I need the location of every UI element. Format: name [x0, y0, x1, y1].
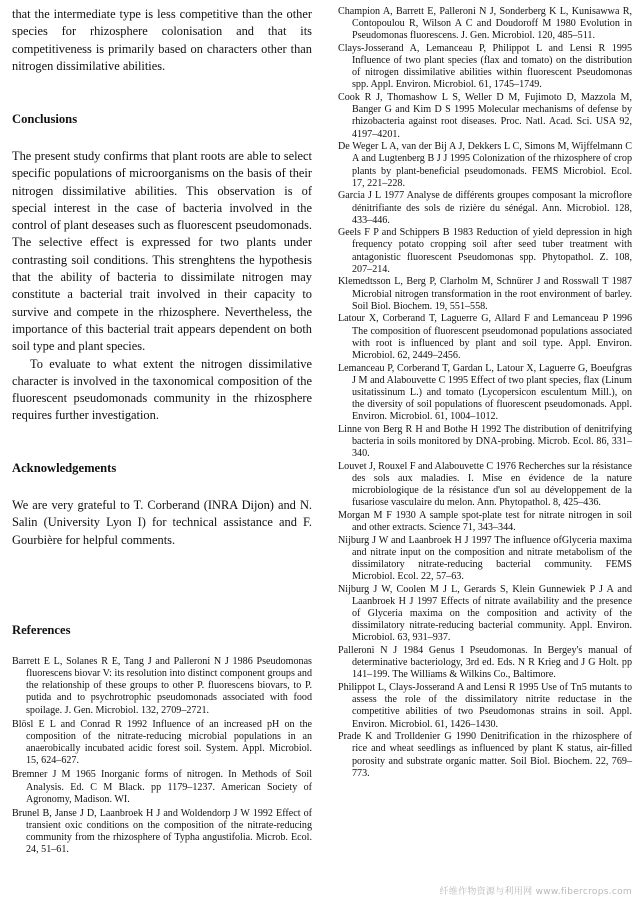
- reference-item: Clays-Josserand A, Lemanceau P, Philippot L and Lensi R 1995 Influence of two plant species (flax and tomato) on the distribution of nitrogen dissimilative abilities within fluorescent Pseudomonas spp. Appl. Environ. Microbiol. 61, 1745–1749.: [338, 42, 632, 91]
- reference-item: Geels F P and Schippers B 1983 Reduction of yield depression in high frequency potato cropping soil after seed tuber treatment with antagonistic fluorescent Pseudomonas spp. Phytopathol. Z. 108, 207–214.: [338, 227, 632, 275]
- reference-item: Champion A, Barrett E, Palleroni N J, Sonderberg K L, Kunisawwa R, Contopoulou R, Wilson A C and Doudoroff M 1980 Evolution in Pseudomonas fluorescens. J. Gen. Microbiol. 120, 485–511.: [338, 6, 632, 42]
- reference-item: Klemedtsson L, Berg P, Clarholm M, Schnürer J and Rosswall T 1987 Microbial nitrogen transformation in the root environment of barley. Soil Biol. Biochem. 19, 551–558.: [338, 276, 632, 312]
- reference-item: Palleroni N J 1984 Genus I Pseudomonas. In Bergey's manual of determinative bacteriology, 3rd ed. Eds. N R Krieg and J G Holt. pp 141–199. The Williams & Wilkins Co., Baltimore.: [338, 645, 632, 681]
- reference-item: Morgan M F 1930 A sample spot-plate test for nitrate nitrogen in soil and other extracts. Science 71, 343–344.: [338, 509, 632, 534]
- reference-item: Cook R J, Thomashow L S, Weller D M, Fujimoto D, Mazzola M, Banger G and Kim D S 1995 Molecular mechanisms of defense by rhizobacteria against root diseases. Proc. Natl. Acad. Sci. USA 92, 4197–4201.: [338, 92, 632, 140]
- intro-paragraph: [12, 6, 312, 75]
- acknowledgements-body: [12, 497, 312, 549]
- conclusions-paragraph-1: The present study confirms that plant roots are able to select specific populations of microorganisms on the basis of their nitrogen dissimilative abilities. This observation is of special interest in the case of bacteria involved in the control of plant deseases such as fluorescent pseudomonads. The selective effect is expressed for two plants under contrasting soil conditions. This strenghtens the hypothesis that the ability of bacteria to dissimilate nitrogen may constitute a bacterial trait involved in their capacity to survive and compete in the rhizosphere. Nevertheless, the importance of this bacterial trait appears dependent on both soil type and plant species.: [12, 149, 312, 354]
- references-list-left: [12, 656, 312, 859]
- conclusions-body: [12, 148, 312, 425]
- reference-item: Blösl E L and Conrad R 1992 Influence of an increased pH on the composition of the nitrate-reducing microbial populations in an anaerobically incubated acidic forest soil. System. Appl. Microbiol. 15, 624–627.: [12, 718, 312, 767]
- acknowledgements-text: We are very grateful to T. Corberand (INRA Dijon) and N. Salin (University Lyon I) for technical assistance and F. Gourbière for helpful comments.: [12, 498, 312, 547]
- reference-item: De Weger L A, van der Bij A J, Dekkers L C, Simons M, Wijffelmann C A and Lugtenberg B J J 1995 Colonization of the rhizosphere of crop plants by plant-beneficial pseudomonads. FEMS Microbiol. Ecol. 17, 221–228.: [338, 141, 632, 189]
- acknowledgements-heading: Acknowledgements: [12, 461, 117, 475]
- reference-item: Philippot L, Clays-Josserand A and Lensi R 1995 Use of Tn5 mutants to assess the role of the dissimilatory nitrite reductase in the competitive abilities of two Pseudomonas strains in soil. Appl. Environ. Microbiol. 61, 1426–1430.: [338, 682, 632, 730]
- conclusions-heading: Conclusions: [12, 112, 78, 126]
- references-list-right: [338, 6, 632, 780]
- reference-item: Bremner J M 1965 Inorganic forms of nitrogen. In Methods of Soil Analysis. Ed. C M Black. pp 1179–1237. American Society of Agronomy, Madison. WI.: [12, 769, 312, 805]
- reference-item: Linne von Berg R H and Bothe H 1992 The distribution of denitrifying bacteria in soils monitored by DNA-probing. Microb. Ecol. 86, 331–340.: [338, 423, 632, 460]
- reference-item: Barrett E L, Solanes R E, Tang J and Palleroni N J 1986 Pseudomonas fluorescens biovar V: its resolution into distinct component groups and the relationship of these groups to other P. fluorescens biovars, to P. putida and to psychrotrophic pseudomonads associated with food spoilage. J. Gen. Microbiol. 132, 2709–2721.: [12, 656, 312, 716]
- reference-item: Nijburg J W and Laanbroek H J 1997 The influence ofGlyceria maxima and nitrate input on the composition and nitrate metabolism of the dissimilatory nitrate-reducing bacterial community. FEMS Microbiol. Ecol. 22, 57–63.: [338, 534, 632, 583]
- reference-item: Prade K and Trolldenier G 1990 Denitrification in the rhizosphere of rice and wheat seedlings as influenced by plant K status, air-filled porosity and substrate organic matter. Soil Biol. Biochem. 22, 769–773.: [338, 731, 632, 779]
- reference-item: Garcia J L 1977 Analyse de différents groupes composant la microflore dénitrifiante des sols de rizière du sénégal. Ann. Microbiol. 128, 433–446.: [338, 190, 632, 226]
- conclusions-paragraph-2: To evaluate to what extent the nitrogen dissimilative character is involved in the taxonomical composition of the fluorescent pseudomonads community in the rhizosphere requires further investigation.: [12, 356, 312, 423]
- site-watermark: 纤维作物资源与利用网 www.fibercrops.com: [439, 887, 632, 897]
- references-heading: References: [12, 623, 71, 637]
- reference-item: Lemanceau P, Corberand T, Gardan L, Latour X, Laguerre G, Boeufgras J M and Alabouvette C 1995 Effect of two plant species, flax (Linum usitatissinum L.) and tomato (Lycopersicon esculentum Mill.), on the diversity of soil populations of fluorescent pseudomonads. Appl. Environ. Microbiol. 61, 1004–1012.: [338, 362, 632, 423]
- reference-item: Brunel B, Janse J D, Laanbroek H J and Woldendorp J W 1992 Effect of transient oxic conditions on the composition of the nitrate-reducing community from the rhizosphere of Typha angustifolia. Microb. Ecol. 24, 51–61.: [12, 807, 312, 856]
- reference-item: Latour X, Corberand T, Laguerre G, Allard F and Lemanceau P 1996 The composition of fluorescent pseudomonad populations associated with root is influenced by plant and soil type. Appl. Environ. Microbiol. 62, 2449–2456.: [338, 313, 632, 361]
- intro-paragraph-text: that the intermediate type is less competitive than the other species for rhizosphere colonisation and that its competitiveness is primarily based on characters other than nitrogen dissimilative abilities.: [12, 7, 312, 73]
- reference-item: Louvet J, Rouxel F and Alabouvette C 1976 Recherches sur la résistance des sols aux maladies. I. Mise en évidence de la nature microbiologique de la résistance d'un sol au développement de la fusariose vasculaire du melon. Ann. Phytopathol. 8, 425–436.: [338, 460, 632, 509]
- reference-item: Nijburg J W, Coolen M J L, Gerards S, Klein Gunnewiek P J A and Laanbroek H J 1997 Effects of nitrate availability and the presence of Glyceria maxima on the composition and activity of the dissimilatory nitrate-reducing bacterial community. Appl. Environ. Microbiol. 63, 931–937.: [338, 583, 632, 644]
